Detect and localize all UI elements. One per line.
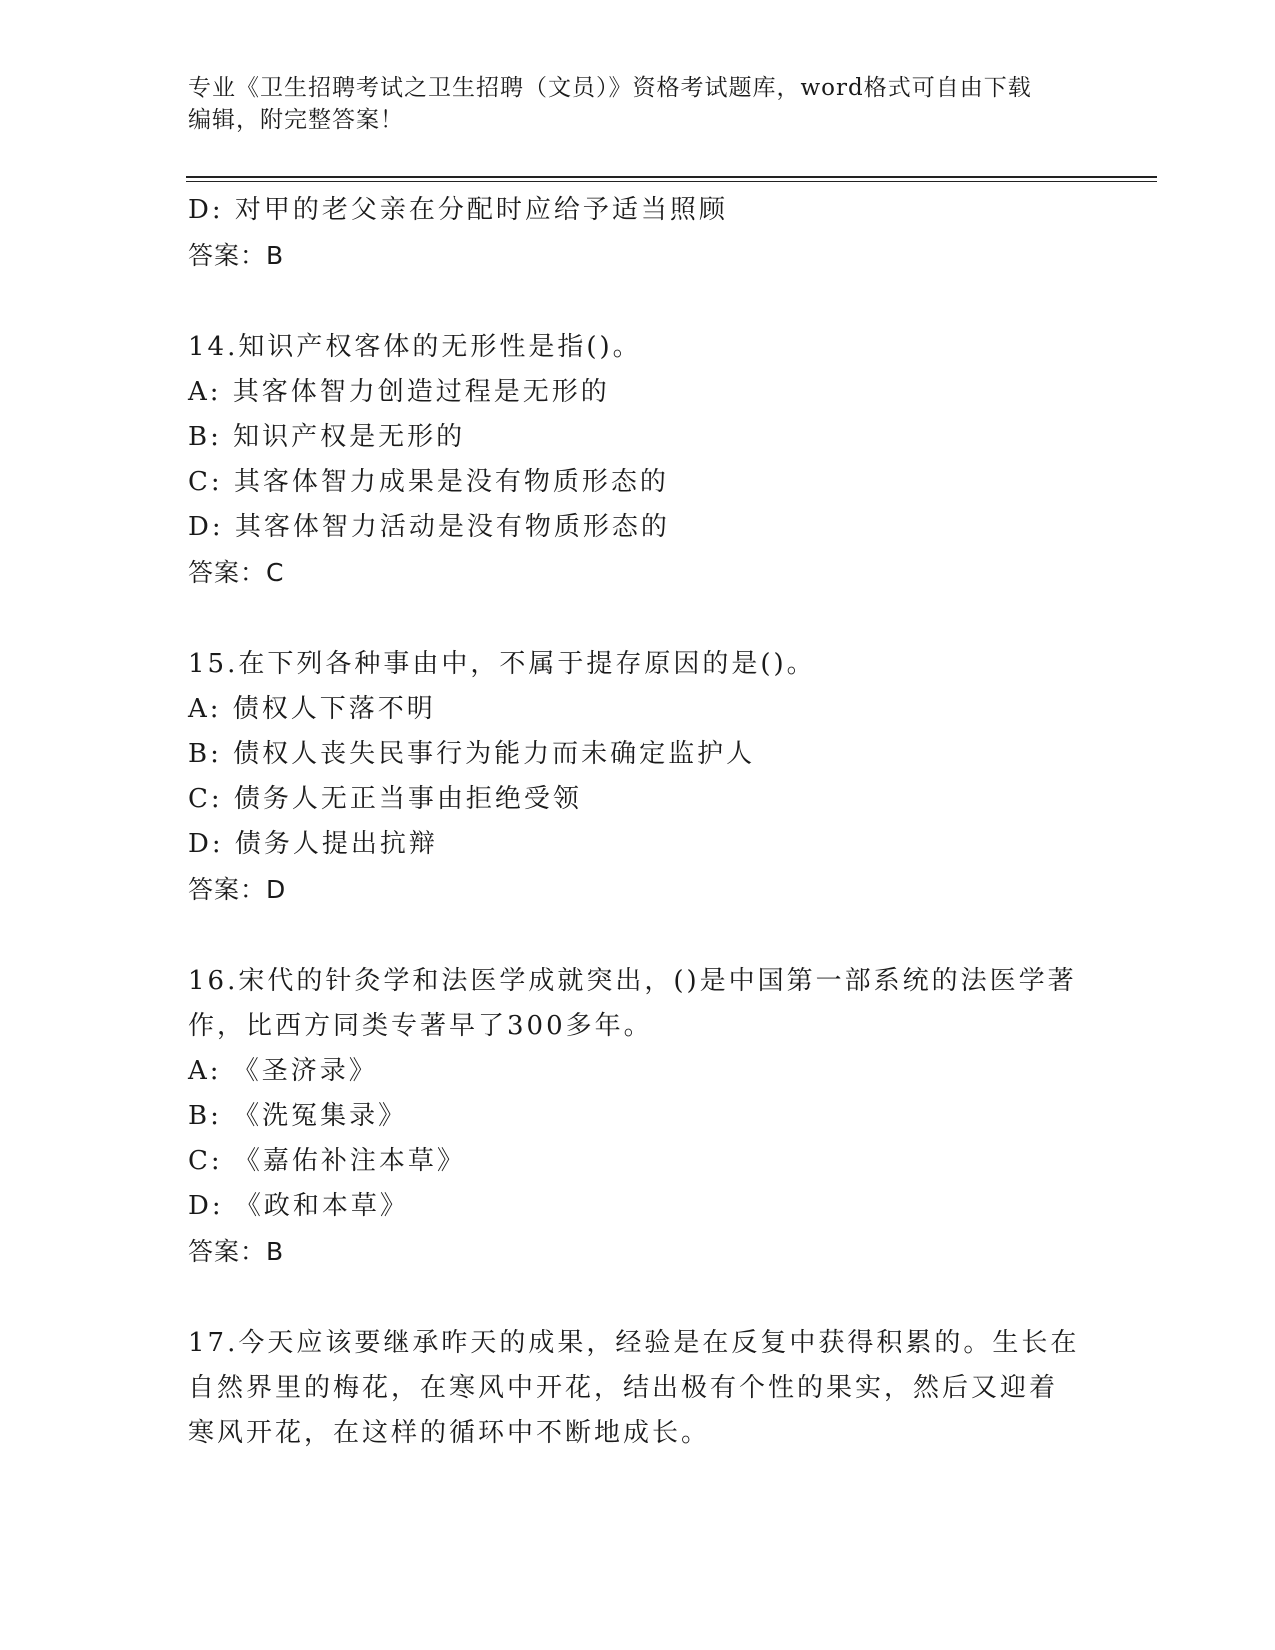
question-15 — [188, 642, 1088, 912]
question-stem: 15.在下列各种事由中，不属于提存原因的是()。 — [188, 649, 816, 679]
question-13-tail — [188, 188, 1088, 278]
option-d: D: 其客体智力活动是没有物质形态的 — [188, 512, 670, 542]
answer: 答案：B — [188, 1237, 285, 1266]
option-a: A: 债权人下落不明 — [188, 694, 436, 724]
question-14 — [188, 325, 1088, 595]
header-line-2: 编辑，附完整答案！ — [188, 107, 404, 133]
question-stem-line-2: 作，比西方同类专著早了300多年。 — [188, 1011, 653, 1041]
question-stem: 14.知识产权客体的无形性是指()。 — [188, 332, 642, 362]
question-17 — [188, 1321, 1088, 1456]
option-c: C: 债务人无正当事由拒绝受领 — [188, 784, 582, 814]
header-rule-thick — [186, 176, 1157, 178]
option-d: D: 对甲的老父亲在分配时应给予适当照顾 — [188, 195, 728, 225]
question-stem-line-2: 自然界里的梅花，在寒风中开花，结出极有个性的果实，然后又迎着 — [188, 1373, 1059, 1403]
option-d: D: 债务人提出抗辩 — [188, 829, 438, 859]
option-a: A: 其客体智力创造过程是无形的 — [188, 377, 610, 407]
question-list — [188, 188, 1088, 1456]
option-b: B: 《洗冤集录》 — [188, 1101, 408, 1131]
answer: 答案：B — [188, 241, 285, 270]
option-b: B: 债权人丧失民事行为能力而未确定监护人 — [188, 739, 756, 769]
option-c: C: 其客体智力成果是没有物质形态的 — [188, 467, 669, 497]
document-header — [188, 72, 1088, 136]
question-stem-line-1: 16.宋代的针灸学和法医学成就突出，()是中国第一部系统的法医学著 — [188, 966, 1077, 996]
header-rule-thin — [186, 181, 1157, 182]
option-c: C: 《嘉佑补注本草》 — [188, 1146, 466, 1176]
question-stem-line-1: 17.今天应该要继承昨天的成果，经验是在反复中获得积累的。生长在 — [188, 1328, 1080, 1358]
question-16 — [188, 959, 1088, 1274]
option-b: B: 知识产权是无形的 — [188, 422, 466, 452]
question-stem-line-3: 寒风开花，在这样的循环中不断地成长。 — [188, 1418, 711, 1448]
answer: 答案：D — [188, 875, 287, 904]
option-d: D: 《政和本草》 — [188, 1191, 409, 1221]
header-line-1: 专业《卫生招聘考试之卫生招聘（文员）》资格考试题库，word格式可自由下载 — [188, 75, 1032, 101]
option-a: A: 《圣济录》 — [188, 1056, 378, 1086]
answer: 答案：C — [188, 558, 285, 587]
